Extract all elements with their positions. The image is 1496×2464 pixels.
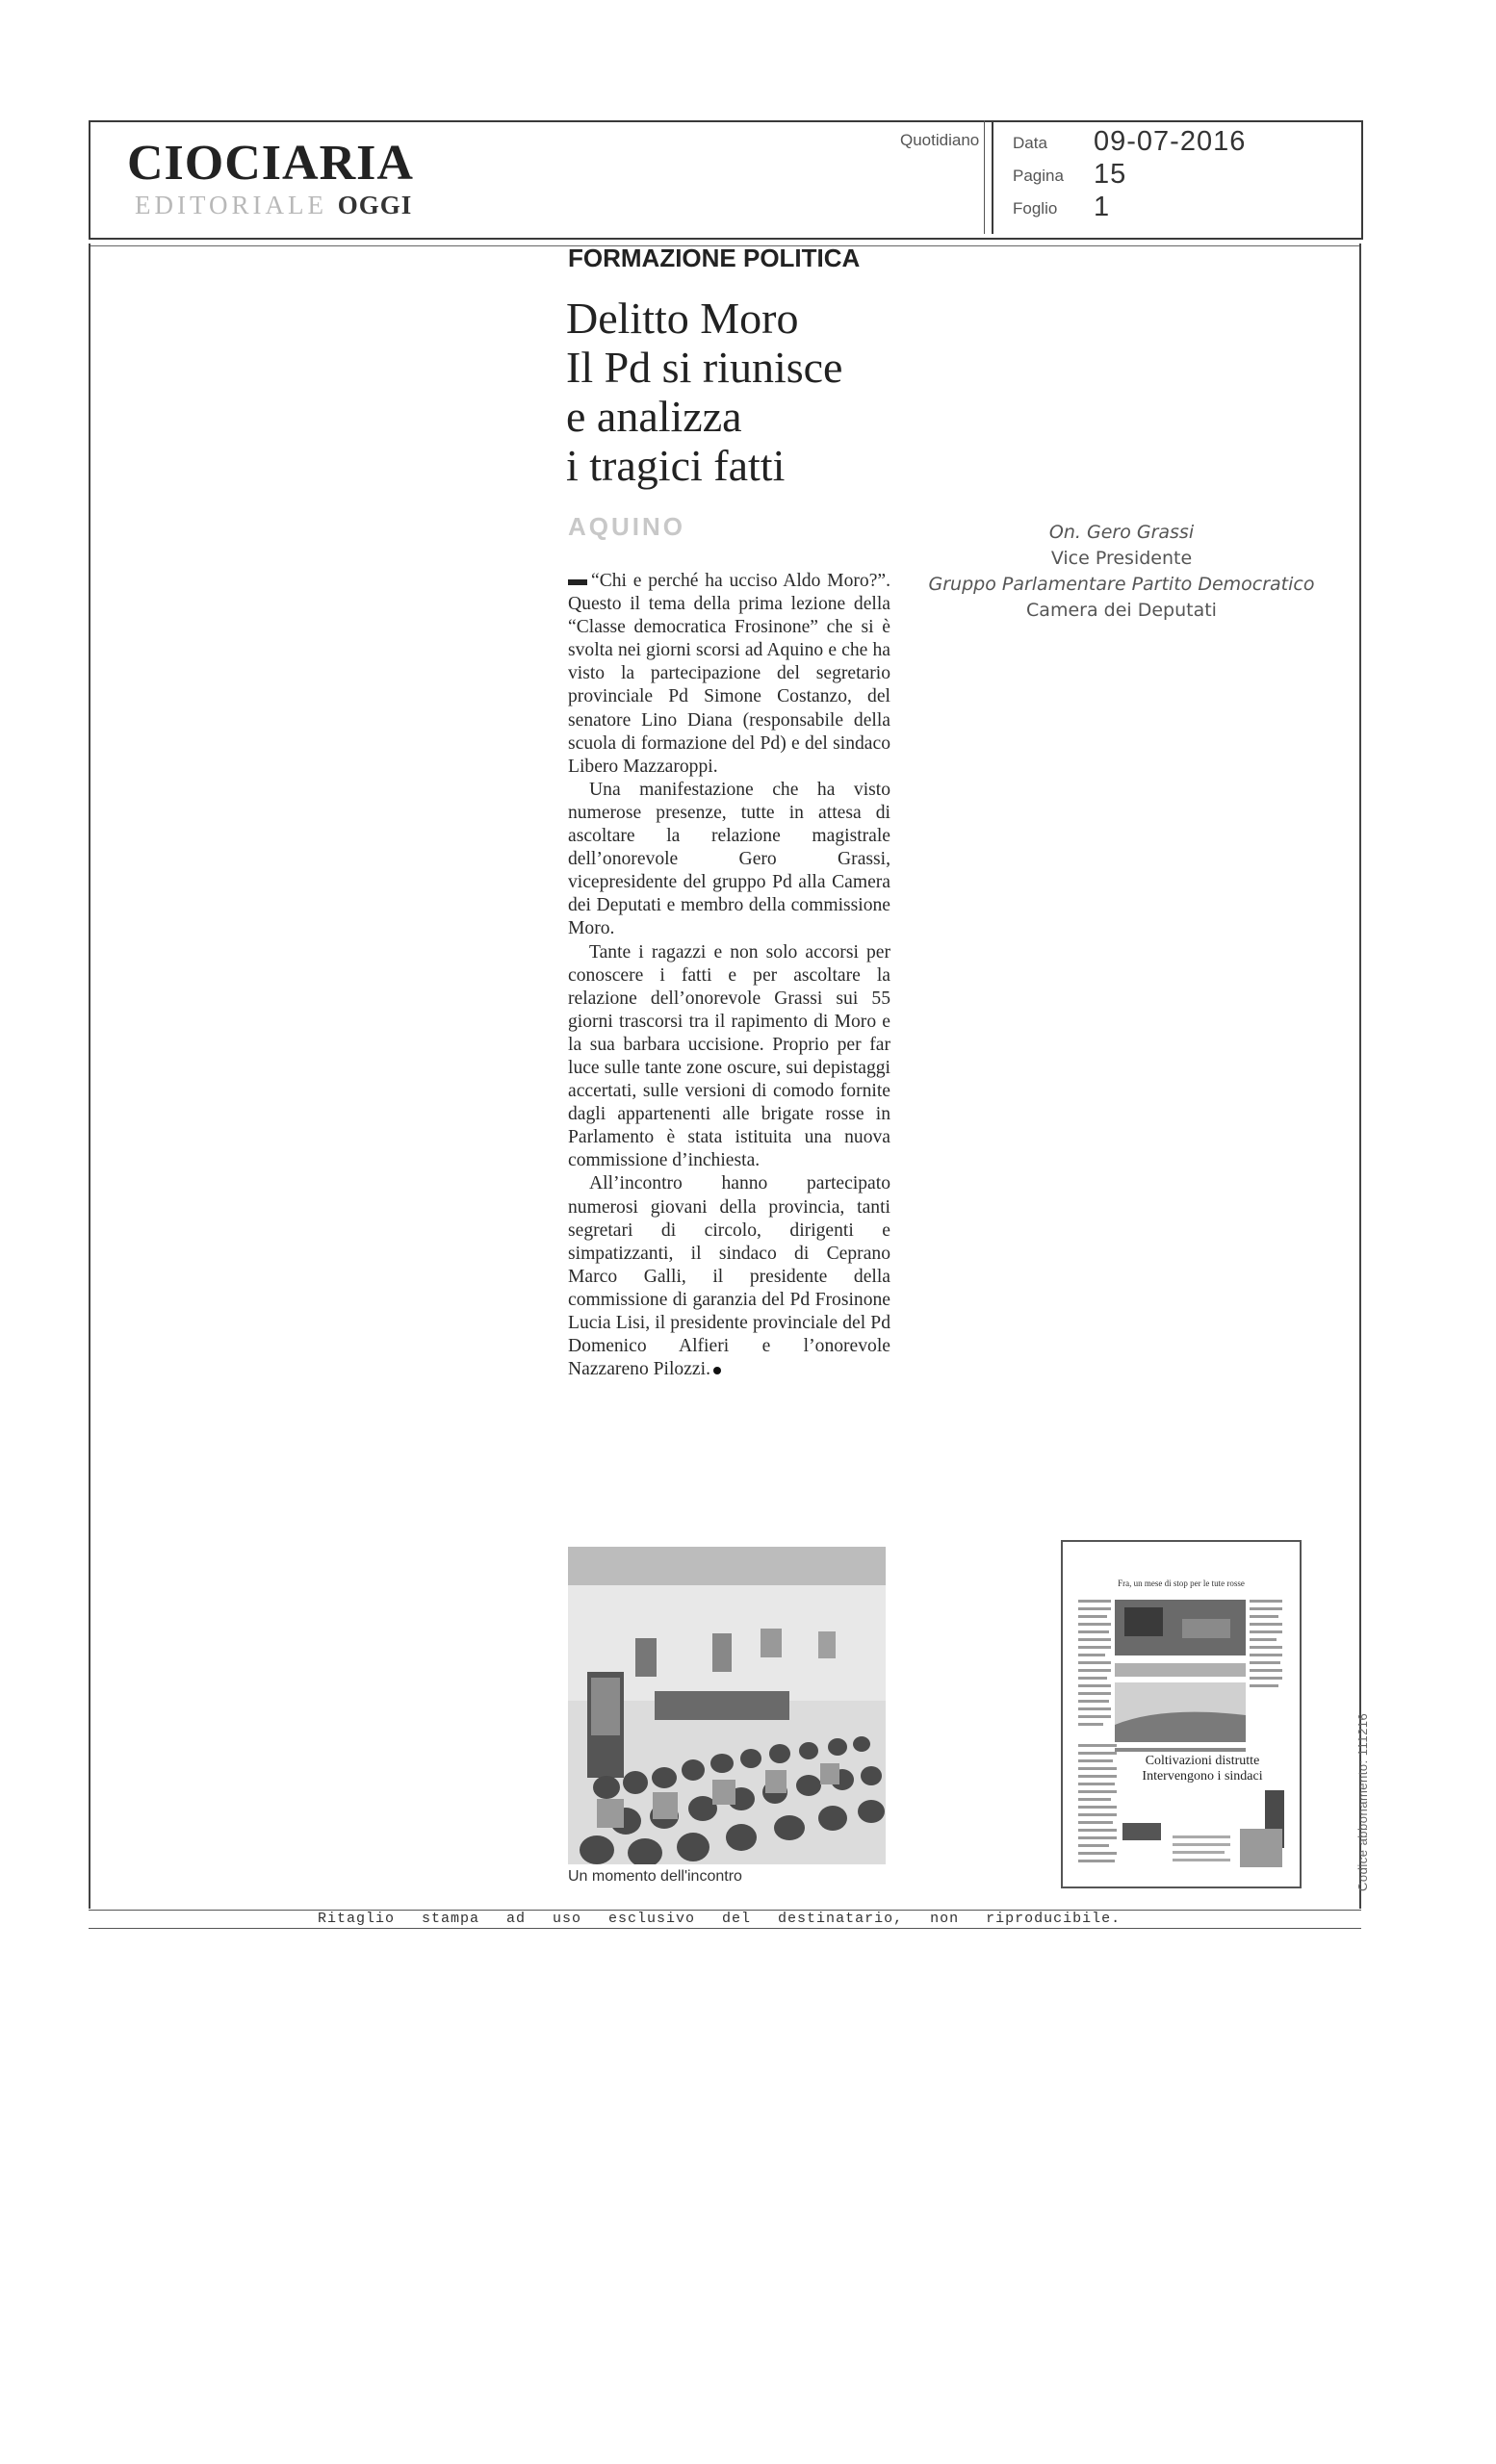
meta-label: Foglio bbox=[1013, 199, 1058, 218]
subscription-code: Codice abbonamento: 111216 bbox=[1355, 1712, 1370, 1891]
end-mark-icon bbox=[713, 1367, 721, 1374]
meta-value: 15 bbox=[1094, 159, 1127, 190]
event-photo-image bbox=[568, 1547, 886, 1864]
signature-role: Vice Presidente bbox=[1050, 548, 1193, 569]
title-line: i tragici fatti bbox=[566, 441, 786, 490]
article-paragraph: Una manifestazione che ha visto numerose presenze, tutte in attesa di ascoltare la relazione magistrale dell’onorevole Gero Grassi, vicepresidente del gruppo Pd alla Camera dei Deputati e membro della commissione Moro. bbox=[568, 779, 890, 939]
article-paragraph bbox=[568, 1172, 890, 1381]
article-body bbox=[568, 570, 890, 1381]
meta-row-sheet bbox=[1013, 192, 1359, 224]
signature-group: Gruppo Parlamentare Partito Democratico bbox=[928, 574, 1315, 595]
publication-type: Quotidiano bbox=[900, 131, 980, 149]
photo-caption: Un momento dell'incontro bbox=[568, 1868, 742, 1885]
article-title bbox=[566, 294, 842, 490]
lead-marker-icon bbox=[568, 579, 587, 585]
signature-name: On. Gero Grassi bbox=[1048, 522, 1195, 543]
frame-right-rule bbox=[1359, 244, 1361, 1909]
meta-value: 1 bbox=[1094, 192, 1111, 222]
title-line: Delitto Moro bbox=[566, 294, 799, 343]
meta-row-page bbox=[1013, 159, 1359, 192]
paragraph-text: “Chi e perché ha ucciso Aldo Moro?”. Questo il tema della prima lezione della “Classe democratica Frosinone” che si è svolta nei giorni scorsi ad Aquino e che ha visto la partecipazione del segretario provinciale Pd Simone Costanzo, del senatore Lino Diana (responsabile della scuola di formazione del Pd) e del sindaco Libero Mazzaroppi. bbox=[568, 571, 890, 777]
meta-label: Pagina bbox=[1013, 167, 1064, 185]
meta-row-date bbox=[1013, 126, 1359, 159]
event-photo bbox=[568, 1547, 886, 1864]
page-thumbnail bbox=[1061, 1540, 1302, 1888]
frame-left-rule bbox=[89, 244, 90, 1909]
article-place: AQUINO bbox=[568, 512, 685, 541]
meta-label: Data bbox=[1013, 134, 1047, 152]
thumbnail-headline: Fra, un mese di stop per le tute rosse bbox=[1118, 1578, 1245, 1588]
meta-value: 09-07-2016 bbox=[1094, 126, 1247, 157]
signature-house: Camera dei Deputati bbox=[1026, 600, 1217, 621]
paragraph-text: All’incontro hanno partecipato numerosi giovani della provincia, tanti segretari di circolo, dirigenti e simpatizzanti, il sindaco di Ceprano Marco Galli, il presidente della commissione di garanzia del Pd Frosinone Lucia Lisi, il presidente provinciale del Pd Domenico Alfieri e l’onorevole Nazzareno Pilozzi. bbox=[568, 1173, 890, 1380]
thumbnail-page-image bbox=[1076, 1571, 1286, 1877]
thumbnail-title: Coltivazioni distrutte Intervengono i sindaci bbox=[1142, 1754, 1263, 1784]
masthead-subtitle-faded: EDITORIALE bbox=[135, 191, 327, 219]
article-kicker: FORMAZIONE POLITICA bbox=[568, 244, 861, 272]
article-paragraph: Tante i ragazzi e non solo accorsi per conoscere i fatti e per ascoltare la relazione dell’onorevole Grassi sui 55 giorni trascorsi tra il rapimento di Moro e la sua barbara uccisione. Proprio per far luce sulle tante zone oscure, sui depistaggi accertati, sulle versioni di comodo fornite dagli appartenenti alle brigate rosse in Parlamento è stata istituita una nuova commissione d’inchiesta. bbox=[568, 941, 890, 1171]
title-line: Il Pd si riunisce bbox=[566, 343, 843, 392]
meta-box bbox=[992, 120, 1361, 234]
masthead-logo: CIOCIARIA bbox=[127, 136, 414, 191]
article-paragraph bbox=[568, 570, 890, 779]
title-line: e analizza bbox=[566, 392, 742, 441]
masthead-subtitle bbox=[135, 191, 412, 220]
masthead-subtitle-bold: OGGI bbox=[337, 191, 413, 219]
signature-stamp bbox=[910, 520, 1333, 624]
footer-disclaimer: Ritaglio stampa ad uso esclusivo del destinatario, non riproducibile. bbox=[318, 1911, 1122, 1927]
